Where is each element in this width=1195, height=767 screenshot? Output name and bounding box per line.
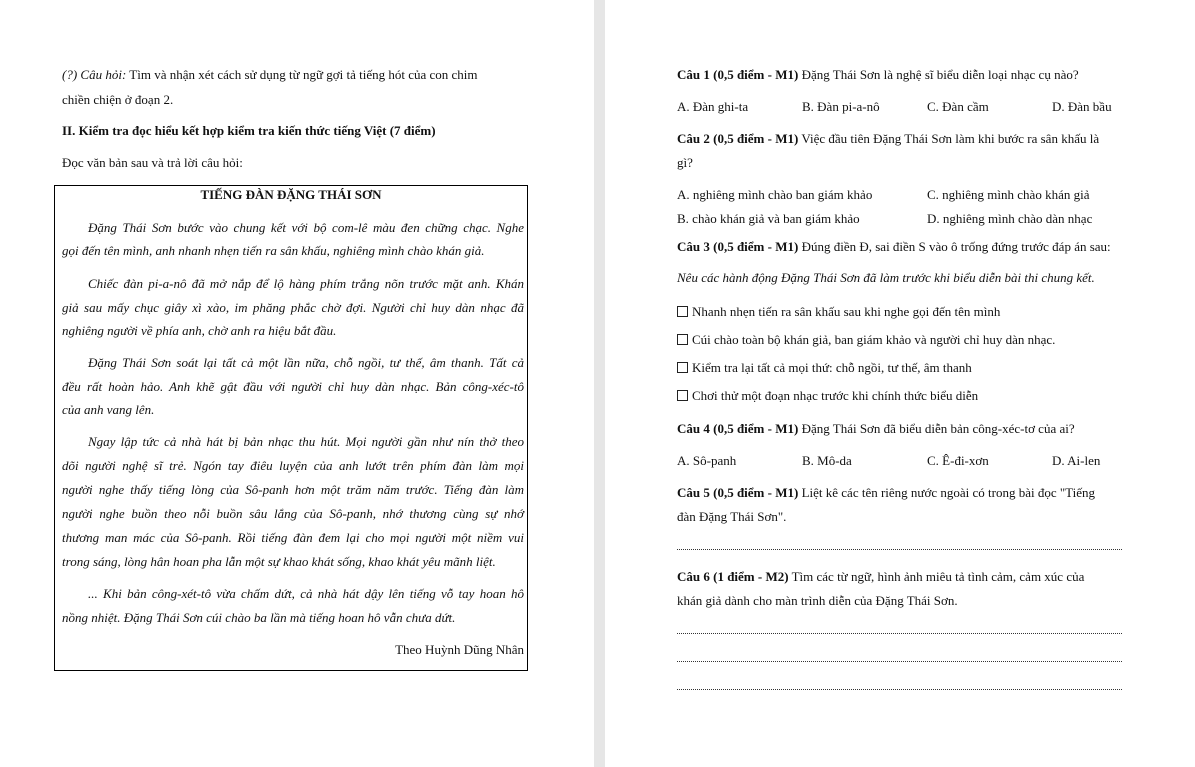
question-6 [677, 569, 1084, 585]
q2-option-c: C. nghiêng mình chào khán giả [927, 187, 1090, 202]
passage-line: giả sau mấy chục giây xì xào, im phăng phắc chờ đợi. Người chỉ huy dàn nhạc đã [62, 300, 524, 315]
passage-source: Theo Huỳnh Dũng Nhân [395, 642, 524, 657]
answer-checkbox[interactable] [677, 334, 688, 345]
q3-item-2-text: Cúi chào toàn bộ khán giả, ban giám khảo và người chỉ huy dàn nhạc. [692, 332, 1056, 347]
passage-line: nồng nhiệt. Đặng Thái Sơn cúi chào ba lần mà tiếng hoan hô vẫn chưa dứt. [62, 610, 456, 625]
q4-option-a: A. Sô-panh [677, 453, 737, 468]
question-3-label: Câu 3 (0,5 điểm - M1) [677, 239, 799, 254]
passage-line: người nghe thấy tiếng lòng của Sô-panh hơn một trăm năm trước. Tiếng đàn làm [62, 482, 524, 497]
q4-option-d: D. Ai-len [1052, 453, 1101, 468]
answer-checkbox[interactable] [677, 306, 688, 317]
passage-line: gọi đến tên mình, anh nhanh nhẹn tiến ra sân khấu, nghiêng mình chào khán giả. [62, 243, 485, 258]
question-line-1 [62, 67, 478, 83]
question-3-prompt: Nêu các hành động Đặng Thái Sơn đã làm trước khi biểu diễn bài thi chung kết. [677, 270, 1095, 285]
q3-item-1 [677, 304, 1000, 320]
question-4-label: Câu 4 (0,5 điểm - M1) [677, 421, 799, 436]
passage-line: Đặng Thái Sơn soát lại tất cả một lần nữa, chỗ ngồi, tư thế, âm thanh. Tất cả [88, 355, 524, 370]
question-4 [677, 421, 1075, 437]
question-2-text-cont: gì? [677, 155, 693, 170]
answer-line[interactable] [677, 549, 1122, 550]
q1-option-a: A. Đàn ghi-ta [677, 99, 749, 114]
q4-option-b: B. Mô-da [802, 453, 852, 468]
section-heading: II. Kiểm tra đọc hiểu kết hợp kiểm tra kiến thức tiếng Việt (7 điểm) [62, 123, 436, 138]
passage-line: nghiêng người về phía anh, chờ anh ra hiệu bắt đầu. [62, 323, 337, 338]
left-page [0, 0, 594, 767]
question-6-text-cont: khán giả dành cho màn trình diễn của Đặng Thái Sơn. [677, 593, 958, 608]
answer-line[interactable] [677, 633, 1122, 634]
passage-line: đều rất hoàn hảo. Anh khẽ gật đầu với người chỉ huy dàn nhạc. Bản công-xéc-tô [62, 379, 524, 394]
q3-item-4 [677, 388, 978, 404]
question-3-text: Đúng điền Đ, sai điền S vào ô trống đứng trước đáp án sau: [801, 239, 1111, 254]
passage-line: Chiếc đàn pi-a-nô đã mở nắp để lộ hàng phím trắng nõn trước mặt anh. Khán [88, 276, 524, 291]
question-5-text: Liệt kê các tên riêng nước ngoài có trong bài đọc "Tiếng [801, 485, 1096, 500]
question-5 [677, 485, 1095, 501]
passage-line: người nghe buồn theo nỗi buồn sâu lắng của Sô-panh, nhớ thương cùng sự nhớ [62, 506, 524, 521]
question-3 [677, 239, 1111, 255]
question-6-label: Câu 6 (1 điểm - M2) [677, 569, 789, 584]
q3-item-3-text: Kiểm tra lại tất cả mọi thứ: chỗ ngồi, tư thế, âm thanh [692, 360, 972, 375]
q2-option-a: A. nghiêng mình chào ban giám khảo [677, 187, 873, 202]
passage-line: Ngay lập tức cả nhà hát bị bản nhạc thu hút. Mọi người gần như nín thở theo [88, 434, 524, 449]
q3-item-3 [677, 360, 972, 376]
question-1-text: Đặng Thái Sơn là nghệ sĩ biểu diễn loại nhạc cụ nào? [801, 67, 1079, 82]
passage-line: ... Khi bản công-xét-tô vừa chấm dứt, cả nhà hát dậy lên tiếng vỗ tay hoan hô [88, 586, 524, 601]
answer-line[interactable] [677, 661, 1122, 662]
answer-checkbox[interactable] [677, 362, 688, 373]
question-1-label: Câu 1 (0,5 điểm - M1) [677, 67, 799, 82]
right-page [605, 0, 1195, 767]
question-5-label: Câu 5 (0,5 điểm - M1) [677, 485, 799, 500]
q1-option-c: C. Đàn cầm [927, 99, 989, 114]
question-line-2: chiền chiện ở đoạn 2. [62, 92, 174, 107]
answer-checkbox[interactable] [677, 390, 688, 401]
question-5-text-cont: đàn Đặng Thái Sơn". [677, 509, 787, 524]
passage-line: trong sáng, lòng hân hoan pha lẫn một sự khao khát sống, khao khát yêu mãnh liệt. [62, 554, 496, 569]
question-2-label: Câu 2 (0,5 điểm - M1) [677, 131, 799, 146]
question-prefix: (?) Câu hỏi: [62, 67, 127, 82]
question-2 [677, 131, 1099, 147]
passage-line: dõi người nghệ sĩ trẻ. Ngón tay điêu luyện của anh lướt trên phím đàn làm mọi [62, 458, 524, 473]
page-gap [594, 0, 605, 767]
q1-option-b: B. Đàn pi-a-nô [802, 99, 880, 114]
q4-option-c: C. Ê-đi-xơn [927, 453, 989, 468]
passage-line: Đặng Thái Sơn bước vào chung kết với bộ com-lê màu đen chững chạc. Nghe [88, 220, 524, 235]
q2-option-b: B. chào khán giả và ban giám khảo [677, 211, 860, 226]
q1-option-d: D. Đàn bầu [1052, 99, 1112, 114]
question-text: Tìm và nhận xét cách sử dụng từ ngữ gợi tả tiếng hót của con chim [129, 67, 478, 82]
q3-item-2 [677, 332, 1055, 348]
passage-line: thương man mác của Sô-panh. Rồi tiếng đàn đem lại cho mọi người một niềm vui [62, 530, 524, 545]
q3-item-4-text: Chơi thử một đoạn nhạc trước khi chính thức biểu diễn [692, 388, 979, 403]
instruction: Đọc văn bản sau và trả lời câu hỏi: [62, 155, 243, 170]
question-1 [677, 67, 1079, 83]
q2-option-d: D. nghiêng mình chào dàn nhạc [927, 211, 1093, 226]
answer-line[interactable] [677, 689, 1122, 690]
passage-line: của anh vang lên. [62, 402, 155, 417]
question-4-text: Đặng Thái Sơn đã biểu diễn bản công-xéc-tơ của ai? [801, 421, 1075, 436]
passage-title: TIẾNG ĐÀN ĐẶNG THÁI SƠN [200, 187, 382, 202]
question-2-text: Việc đầu tiên Đặng Thái Sơn làm khi bước ra sân khấu là [801, 131, 1100, 146]
question-6-text: Tìm các từ ngữ, hình ảnh miêu tả tình cảm, cảm xúc của [791, 569, 1085, 584]
q3-item-1-text: Nhanh nhẹn tiến ra sân khấu sau khi nghe gọi đến tên mình [692, 304, 1001, 319]
